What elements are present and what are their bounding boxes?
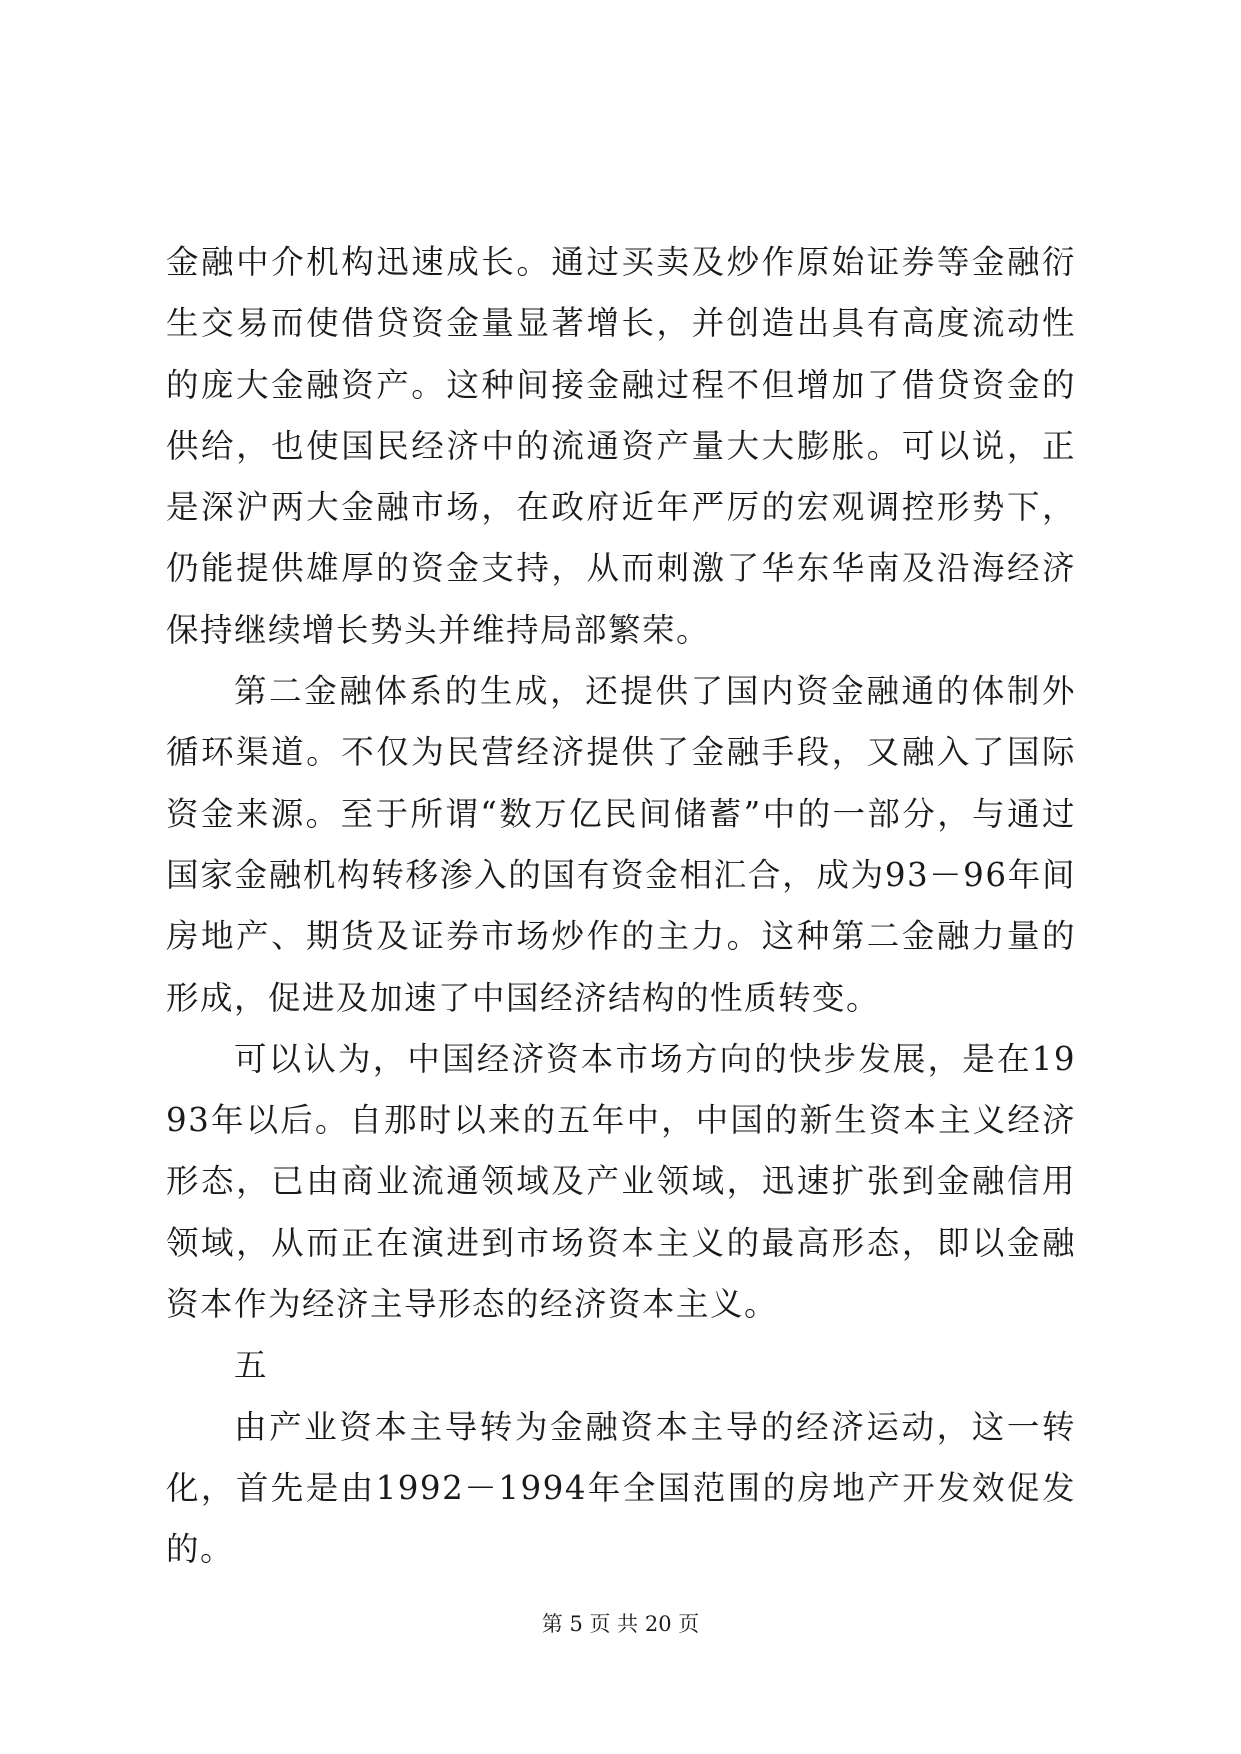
section-heading-five: 五 — [234, 1346, 269, 1385]
paragraph-1: 金融中介机构迅速成长。通过买卖及炒作原始证券等金融衍生交易而使借贷资金量显著增长，并创造出具有高度流动性的庞大金融资产。这种间接金融过程不但增加了借贷资金的供给，也使国民经济中的流通资产量大大膨胀。可以说，正是深沪两大金融市场，在政府近年严厉的宏观调控形势下，仍能提供雄厚的资金支持，从而刺激了华东华南及沿海经济保持继续增长势头并维持局部繁荣。 — [166, 243, 1076, 649]
page-footer — [0, 1610, 1241, 1638]
document-body — [166, 232, 1076, 1581]
paragraph-3: 可以认为，中国经济资本市场方向的快步发展，是在1993年以后。自那时以来的五年中，中国的新生资本主义经济形态，已由商业流通领域及产业领域，迅速扩张到金融信用领域，从而正在演进到市场资本主义的最高形态，即以金融资本作为经济主导形态的经济资本主义。 — [166, 1039, 1076, 1324]
paragraph-5: 由产业资本主导转为金融资本主导的经济运动，这一转化，首先是由1992－1994年全国范围的房地产开发效促发的。 — [166, 1407, 1076, 1569]
page-number-label: 第 5 页 共 20 页 — [541, 1612, 700, 1636]
paragraph-2: 第二金融体系的生成，还提供了国内资金融通的体制外循环渠道。不仅为民营经济提供了金融手段，又融入了国际资金来源。至于所谓“数万亿民间储蓄”中的一部分，与通过国家金融机构转移渗入的国有资金相汇合，成为93－96年间房地产、期货及证券市场炒作的主力。这种第二金融力量的形成，促进及加速了中国经济结构的性质转变。 — [166, 672, 1076, 1017]
